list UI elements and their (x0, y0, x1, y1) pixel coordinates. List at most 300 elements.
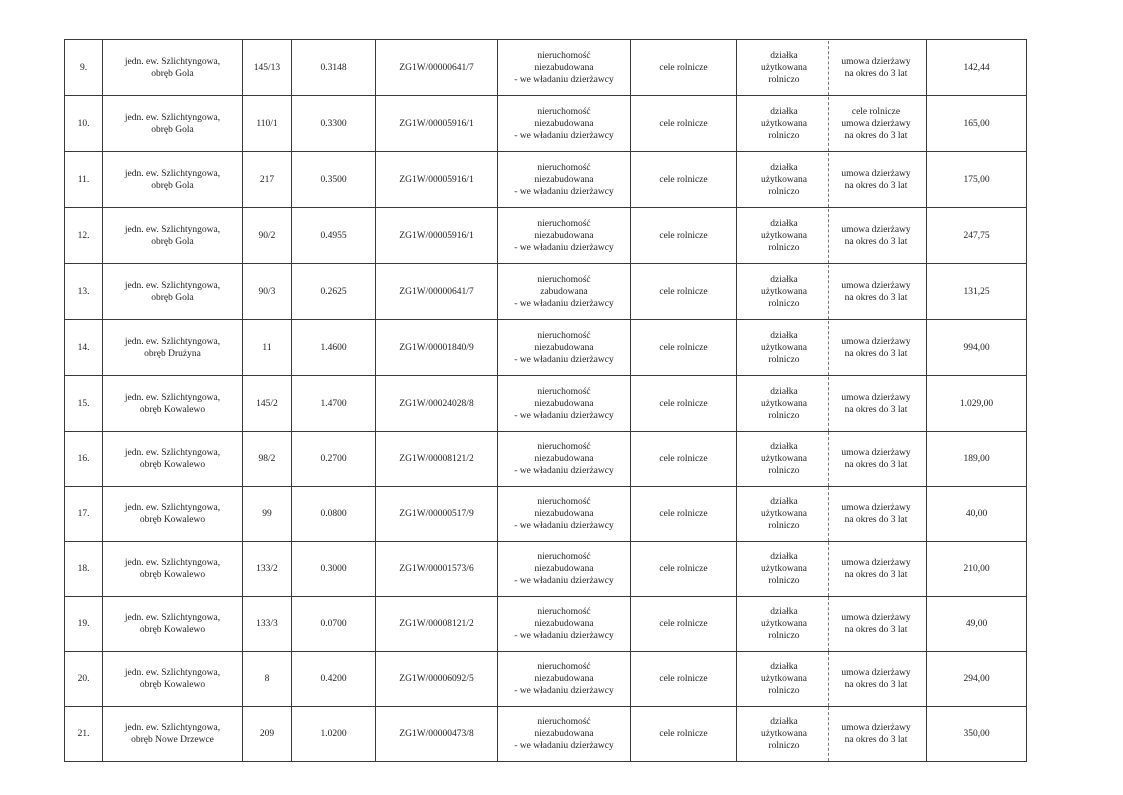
disposal-form (829, 153, 923, 207)
cell-lp: 9. (79, 62, 88, 73)
cell-parcel: 217 (259, 174, 275, 185)
cell-lp: 18. (77, 564, 90, 574)
cell-loc1: jedn. ew. Szlichtyngowa, (124, 723, 221, 733)
cell-purpose: cele rolnicze (659, 230, 708, 241)
location-cell (103, 432, 243, 487)
cell-form: umowa dzierżawy na okres do 3 lat (841, 56, 911, 79)
cell-purpose: cele rolnicze (659, 564, 708, 574)
disposal-form (829, 432, 923, 486)
use-and-form-cell (737, 40, 927, 96)
land-use (740, 707, 829, 761)
rent-amount (927, 320, 1027, 376)
cell-loc2: obręb Gola (151, 236, 194, 247)
cell-purpose: cele rolnicze (659, 118, 708, 129)
cell-purpose: cele rolnicze (659, 62, 708, 73)
cell-area: 0.4200 (320, 674, 347, 684)
rent-amount (927, 96, 1027, 152)
area-ha (292, 652, 376, 707)
cell-parcel: 145/2 (256, 398, 278, 409)
land-register-number (376, 542, 498, 597)
cell-use: działka użytkowana rolniczo (761, 218, 807, 253)
cell-status: nieruchomość niezabudowana - we władaniu dzierżawcy (514, 552, 614, 586)
cell-lp: 20. (77, 674, 90, 684)
land-register-number (376, 487, 498, 542)
cell-purpose: cele rolnicze (659, 619, 708, 629)
table-row (65, 320, 1027, 376)
intended-purpose (631, 542, 737, 597)
location-cell (103, 376, 243, 432)
row-number (65, 40, 103, 96)
cell-area: 1.0200 (320, 729, 347, 739)
cell-purpose: cele rolnicze (659, 398, 708, 409)
use-and-form-cell (737, 320, 927, 376)
land-use (740, 209, 829, 263)
disposal-form (829, 265, 923, 319)
parcel-number (243, 376, 292, 432)
property-status (498, 707, 631, 762)
cell-loc2: obręb Kowalewo (139, 625, 206, 635)
cell-area: 0.2625 (320, 286, 347, 297)
cell-parcel: 110/1 (256, 118, 278, 129)
rent-amount (927, 597, 1027, 652)
rent-amount (927, 152, 1027, 208)
cell-kw: ZG1W/00006092/5 (399, 674, 474, 684)
row-number (65, 152, 103, 208)
cell-kw: ZG1W/00001840/9 (399, 342, 474, 353)
area-ha (292, 376, 376, 432)
cell-kw: ZG1W/00005916/1 (399, 174, 474, 185)
cell-form: umowa dzierżawy na okres do 3 lat (841, 448, 911, 470)
cell-purpose: cele rolnicze (659, 729, 708, 739)
area-ha (292, 432, 376, 487)
cell-parcel: 90/3 (258, 286, 276, 297)
table-row (65, 40, 1027, 96)
location-cell (103, 96, 243, 152)
cell-purpose: cele rolnicze (659, 674, 708, 684)
row-number (65, 707, 103, 762)
cell-lp: 12. (77, 230, 90, 241)
cell-form: umowa dzierżawy na okres do 3 lat (841, 503, 911, 525)
location-cell (103, 320, 243, 376)
parcel-number (243, 152, 292, 208)
land-register-number (376, 432, 498, 487)
cell-lp: 17. (77, 509, 90, 519)
cell-loc2: obręb Gola (151, 292, 194, 303)
cell-area: 0.3000 (320, 564, 347, 574)
property-status (498, 264, 631, 320)
cell-loc1: jedn. ew. Szlichtyngowa, (124, 280, 221, 291)
cell-parcel: 133/2 (256, 564, 278, 574)
land-register-number (376, 707, 498, 762)
cell-parcel: 99 (262, 509, 272, 519)
table-row (65, 652, 1027, 707)
cell-loc2: obręb Nowe Drzewce (131, 735, 214, 745)
cell-status: nieruchomość niezabudowana - we władaniu dzierżawcy (514, 330, 614, 365)
cell-loc2: obręb Kowalewo (139, 404, 206, 415)
cell-form: umowa dzierżawy na okres do 3 lat (841, 558, 911, 580)
lease-table (64, 39, 1027, 762)
parcel-number (243, 320, 292, 376)
area-ha (292, 152, 376, 208)
cell-loc2: obręb Kowalewo (139, 515, 206, 525)
cell-area: 0.4955 (320, 230, 347, 241)
disposal-form (829, 652, 923, 706)
table-row (65, 152, 1027, 208)
area-ha (292, 40, 376, 96)
row-number (65, 597, 103, 652)
cell-kw: ZG1W/00000517/9 (399, 509, 474, 519)
table-row (65, 432, 1027, 487)
rent-amount (927, 432, 1027, 487)
cell-parcel: 8 (264, 674, 270, 684)
cell-loc2: obręb Kowalewo (139, 680, 206, 690)
cell-loc1: jedn. ew. Szlichtyngowa, (124, 503, 221, 513)
cell-lp: 15. (77, 398, 90, 409)
cell-loc2: obręb Drużyna (144, 348, 201, 359)
area-ha (292, 320, 376, 376)
cell-status: nieruchomość zabudowana - we władaniu dzierżawcy (514, 274, 614, 309)
disposal-form (829, 321, 923, 375)
cell-amount: 350,00 (963, 729, 990, 739)
cell-purpose: cele rolnicze (659, 509, 708, 519)
use-and-form-cell (737, 96, 927, 152)
intended-purpose (631, 597, 737, 652)
location-cell (103, 707, 243, 762)
disposal-form (829, 597, 923, 651)
cell-lp: 21. (77, 729, 90, 739)
disposal-form (829, 487, 923, 541)
intended-purpose (631, 707, 737, 762)
property-status (498, 152, 631, 208)
table-body (65, 40, 1027, 762)
cell-parcel: 11 (262, 342, 272, 353)
cell-form: umowa dzierżawy na okres do 3 lat (841, 668, 911, 690)
cell-form: umowa dzierżawy na okres do 3 lat (841, 224, 911, 247)
parcel-number (243, 597, 292, 652)
row-number (65, 487, 103, 542)
disposal-form (829, 97, 923, 151)
cell-kw: ZG1W/00005916/1 (399, 118, 474, 129)
parcel-number (243, 432, 292, 487)
cell-kw: ZG1W/00005916/1 (399, 230, 474, 241)
use-and-form-cell (737, 264, 927, 320)
cell-form: umowa dzierżawy na okres do 3 lat (841, 168, 911, 191)
rent-amount (927, 542, 1027, 597)
location-cell (103, 208, 243, 264)
rent-amount (927, 652, 1027, 707)
cell-loc1: jedn. ew. Szlichtyngowa, (124, 168, 221, 179)
cell-status: nieruchomość niezabudowana - we władaniu dzierżawcy (514, 162, 614, 197)
cell-use: działka użytkowana rolniczo (761, 50, 807, 85)
use-and-form-cell (737, 432, 927, 487)
parcel-number (243, 487, 292, 542)
land-use (740, 321, 829, 375)
cell-purpose: cele rolnicze (659, 174, 708, 185)
rent-amount (927, 376, 1027, 432)
cell-use: działka użytkowana rolniczo (761, 607, 807, 641)
intended-purpose (631, 320, 737, 376)
use-and-form-cell (737, 652, 927, 707)
cell-area: 1.4700 (320, 398, 347, 409)
cell-parcel: 133/3 (256, 619, 278, 629)
area-ha (292, 707, 376, 762)
land-use (740, 41, 829, 95)
area-ha (292, 208, 376, 264)
cell-area: 0.2700 (320, 454, 347, 464)
property-status (498, 542, 631, 597)
use-and-form-cell (737, 542, 927, 597)
use-and-form-cell (737, 376, 927, 432)
row-number (65, 652, 103, 707)
table-row (65, 208, 1027, 264)
cell-status: nieruchomość niezabudowana - we władaniu dzierżawcy (514, 497, 614, 531)
table-row (65, 264, 1027, 320)
use-and-form-cell (737, 707, 927, 762)
land-register-number (376, 264, 498, 320)
cell-purpose: cele rolnicze (659, 286, 708, 297)
row-number (65, 542, 103, 597)
property-status (498, 40, 631, 96)
intended-purpose (631, 487, 737, 542)
cell-loc1: jedn. ew. Szlichtyngowa, (124, 558, 221, 568)
cell-amount: 49,00 (965, 619, 988, 629)
land-use (740, 153, 829, 207)
cell-amount: 247,75 (963, 230, 990, 241)
cell-loc2: obręb Gola (151, 124, 194, 135)
cell-lp: 16. (77, 454, 90, 464)
cell-status: nieruchomość niezabudowana - we władaniu dzierżawcy (514, 50, 614, 85)
cell-use: działka użytkowana rolniczo (761, 274, 807, 309)
disposal-form (829, 707, 923, 761)
row-number (65, 376, 103, 432)
cell-kw: ZG1W/00008121/2 (399, 454, 474, 464)
cell-parcel: 98/2 (258, 454, 276, 464)
cell-amount: 210,00 (963, 564, 990, 574)
cell-amount: 131,25 (963, 286, 990, 297)
cell-area: 0.0700 (320, 619, 347, 629)
intended-purpose (631, 96, 737, 152)
land-register-number (376, 652, 498, 707)
cell-form: umowa dzierżawy na okres do 3 lat (841, 392, 911, 415)
row-number (65, 264, 103, 320)
location-cell (103, 652, 243, 707)
cell-lp: 11. (77, 174, 90, 185)
disposal-form (829, 41, 923, 95)
row-number (65, 432, 103, 487)
land-register-number (376, 320, 498, 376)
table-row (65, 487, 1027, 542)
cell-loc2: obręb Gola (151, 68, 194, 79)
land-register-number (376, 376, 498, 432)
cell-purpose: cele rolnicze (659, 342, 708, 353)
property-status (498, 376, 631, 432)
land-use (740, 265, 829, 319)
cell-loc2: obręb Kowalewo (139, 570, 206, 580)
area-ha (292, 264, 376, 320)
cell-form: umowa dzierżawy na okres do 3 lat (841, 280, 911, 303)
property-status (498, 597, 631, 652)
use-and-form-cell (737, 487, 927, 542)
cell-loc2: obręb Kowalewo (139, 460, 206, 470)
location-cell (103, 542, 243, 597)
cell-amount: 189,00 (963, 454, 990, 464)
cell-form: cele rolnicze umowa dzierżawy na okres do 3 lat (841, 106, 911, 141)
land-use (740, 652, 829, 706)
disposal-form (829, 209, 923, 263)
land-use (740, 377, 829, 431)
rent-amount (927, 40, 1027, 96)
cell-kw: ZG1W/00000641/7 (399, 286, 474, 297)
cell-use: działka użytkowana rolniczo (761, 497, 807, 531)
cell-loc1: jedn. ew. Szlichtyngowa, (124, 56, 221, 67)
cell-kw: ZG1W/00024028/8 (399, 398, 474, 409)
cell-status: nieruchomość niezabudowana - we władaniu dzierżawcy (514, 442, 614, 476)
cell-lp: 10. (77, 118, 90, 129)
land-register-number (376, 40, 498, 96)
row-number (65, 320, 103, 376)
parcel-number (243, 208, 292, 264)
intended-purpose (631, 652, 737, 707)
intended-purpose (631, 152, 737, 208)
cell-loc1: jedn. ew. Szlichtyngowa, (124, 448, 221, 458)
land-register-number (376, 208, 498, 264)
location-cell (103, 487, 243, 542)
area-ha (292, 487, 376, 542)
land-use (740, 597, 829, 651)
land-use (740, 97, 829, 151)
cell-loc1: jedn. ew. Szlichtyngowa, (124, 613, 221, 623)
property-status (498, 208, 631, 264)
cell-kw: ZG1W/00008121/2 (399, 619, 474, 629)
table-row (65, 96, 1027, 152)
cell-use: działka użytkowana rolniczo (761, 330, 807, 365)
rent-amount (927, 208, 1027, 264)
property-status (498, 432, 631, 487)
land-register-number (376, 96, 498, 152)
cell-lp: 19. (77, 619, 90, 629)
cell-area: 1.4600 (320, 342, 347, 353)
intended-purpose (631, 208, 737, 264)
cell-area: 0.3500 (320, 174, 347, 185)
area-ha (292, 597, 376, 652)
cell-parcel: 90/2 (258, 230, 276, 241)
parcel-number (243, 40, 292, 96)
cell-status: nieruchomość niezabudowana - we władaniu dzierżawcy (514, 717, 614, 751)
cell-loc1: jedn. ew. Szlichtyngowa, (124, 392, 221, 403)
intended-purpose (631, 40, 737, 96)
disposal-form (829, 377, 923, 431)
parcel-number (243, 542, 292, 597)
cell-amount: 294,00 (963, 674, 990, 684)
cell-kw: ZG1W/00001573/6 (399, 564, 474, 574)
cell-amount: 142,44 (963, 62, 990, 73)
cell-area: 0.3300 (320, 118, 347, 129)
cell-loc2: obręb Gola (151, 180, 194, 191)
intended-purpose (631, 264, 737, 320)
parcel-number (243, 707, 292, 762)
area-ha (292, 542, 376, 597)
cell-status: nieruchomość niezabudowana - we władaniu dzierżawcy (514, 218, 614, 253)
cell-loc1: jedn. ew. Szlichtyngowa, (124, 224, 221, 235)
property-status (498, 96, 631, 152)
location-cell (103, 152, 243, 208)
cell-amount: 994,00 (963, 342, 990, 353)
area-ha (292, 96, 376, 152)
table-row (65, 542, 1027, 597)
rent-amount (927, 487, 1027, 542)
cell-use: działka użytkowana rolniczo (761, 386, 807, 421)
land-use (740, 487, 829, 541)
cell-kw: ZG1W/00000473/8 (399, 729, 474, 739)
land-register-number (376, 597, 498, 652)
use-and-form-cell (737, 152, 927, 208)
intended-purpose (631, 432, 737, 487)
cell-amount: 1.029,00 (959, 398, 994, 409)
property-status (498, 320, 631, 376)
cell-use: działka użytkowana rolniczo (761, 442, 807, 476)
cell-loc1: jedn. ew. Szlichtyngowa, (124, 668, 221, 678)
cell-use: działka użytkowana rolniczo (761, 162, 807, 197)
cell-loc1: jedn. ew. Szlichtyngowa, (124, 336, 221, 347)
cell-amount: 175,00 (963, 174, 990, 185)
land-use (740, 542, 829, 596)
cell-area: 0.3148 (320, 62, 347, 73)
rent-amount (927, 264, 1027, 320)
cell-status: nieruchomość niezabudowana - we władaniu dzierżawcy (514, 662, 614, 696)
parcel-number (243, 264, 292, 320)
cell-lp: 13. (77, 286, 90, 297)
cell-kw: ZG1W/00000641/7 (399, 62, 474, 73)
parcel-number (243, 652, 292, 707)
property-status (498, 652, 631, 707)
parcel-number (243, 96, 292, 152)
cell-parcel: 209 (259, 729, 275, 739)
disposal-form (829, 542, 923, 596)
cell-status: nieruchomość niezabudowana - we władaniu dzierżawcy (514, 607, 614, 641)
table-row (65, 376, 1027, 432)
cell-status: nieruchomość niezabudowana - we władaniu dzierżawcy (514, 106, 614, 141)
cell-use: działka użytkowana rolniczo (761, 717, 807, 751)
location-cell (103, 264, 243, 320)
cell-lp: 14. (77, 342, 90, 353)
cell-use: działka użytkowana rolniczo (761, 662, 807, 696)
cell-purpose: cele rolnicze (659, 454, 708, 464)
location-cell (103, 597, 243, 652)
cell-form: umowa dzierżawy na okres do 3 lat (841, 336, 911, 359)
row-number (65, 96, 103, 152)
cell-parcel: 145/13 (253, 62, 281, 73)
row-number (65, 208, 103, 264)
cell-status: nieruchomość niezabudowana - we władaniu dzierżawcy (514, 386, 614, 421)
use-and-form-cell (737, 597, 927, 652)
cell-use: działka użytkowana rolniczo (761, 106, 807, 141)
cell-use: działka użytkowana rolniczo (761, 552, 807, 586)
cell-form: umowa dzierżawy na okres do 3 lat (841, 613, 911, 635)
table-row (65, 597, 1027, 652)
intended-purpose (631, 376, 737, 432)
property-status (498, 487, 631, 542)
land-use (740, 432, 829, 486)
land-register-number (376, 152, 498, 208)
use-and-form-cell (737, 208, 927, 264)
cell-amount: 40,00 (965, 509, 988, 519)
location-cell (103, 40, 243, 96)
cell-form: umowa dzierżawy na okres do 3 lat (841, 723, 911, 745)
table-row (65, 707, 1027, 762)
cell-loc1: jedn. ew. Szlichtyngowa, (124, 112, 221, 123)
rent-amount (927, 707, 1027, 762)
cell-amount: 165,00 (963, 118, 990, 129)
